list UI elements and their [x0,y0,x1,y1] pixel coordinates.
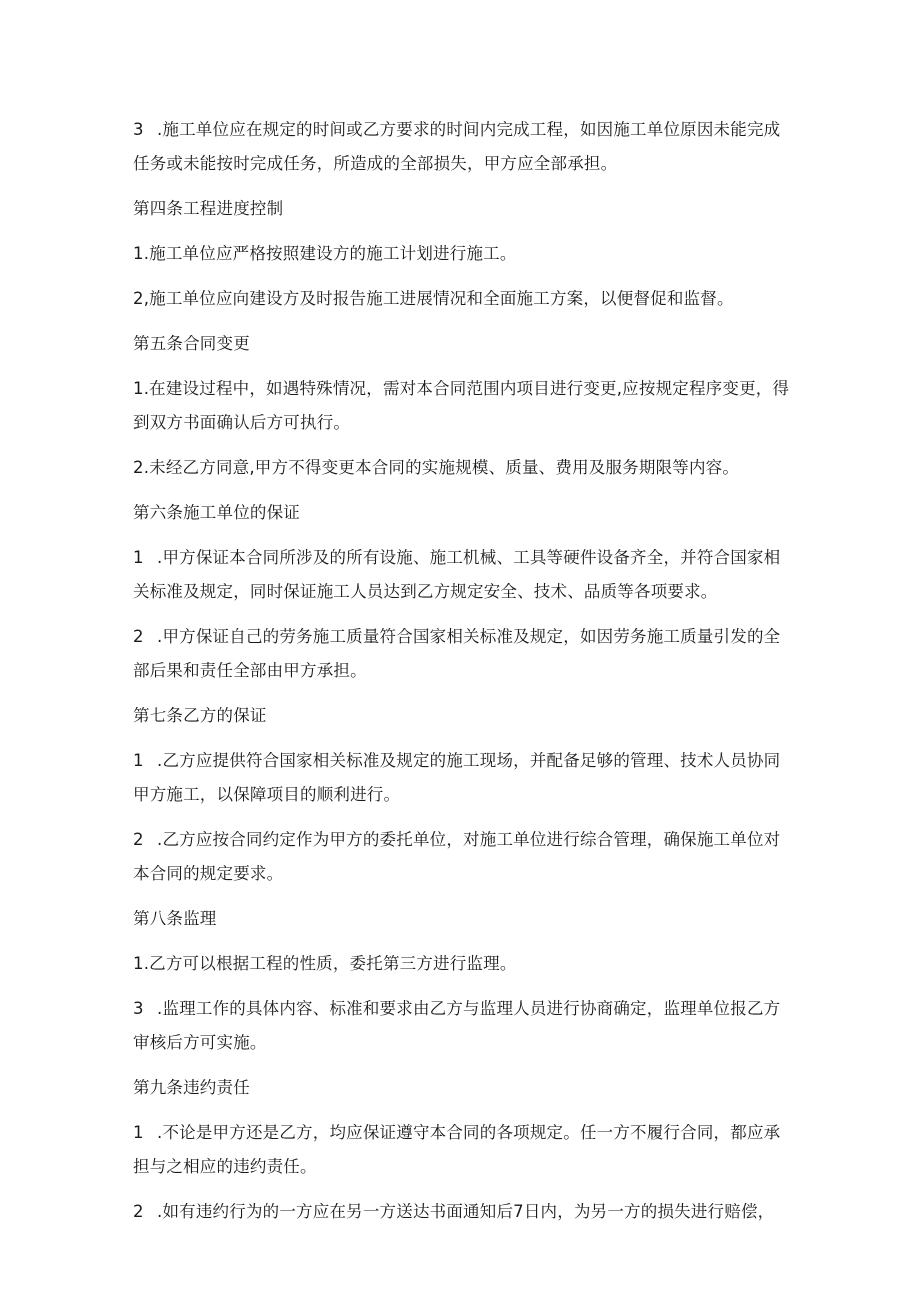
section-heading-9: 第九条违约责任 [133,1078,250,1097]
clause-7-2 [133,823,792,891]
clause-5-2: 2.未经乙方同意,甲方不得变更本合同的实施规模、质量、费用及服务期限等内容。 [133,458,740,477]
item-number: 2 [133,830,144,849]
clause-4-1: 1.施工单位应严格按照建设方的施工计划进行施工。 [133,244,517,263]
item-number: 3 [133,120,144,139]
paragraph-text: .乙方应提供符合国家相关标准及规定的施工现场，并配备足够的管理、技术人员协同甲方施工，以保障项目的顺利进行。 [133,751,781,804]
clause-9-2 [133,1195,792,1229]
clause-6-1 [133,541,792,609]
section-heading-5: 第五条合同变更 [133,334,250,353]
paragraph-text: .施工单位应在规定的时间或乙方要求的时间内完成工程，如因施工单位原因未能完成任务或未能按时完成任务，所造成的全部损失，甲方应全部承担。 [133,120,781,173]
section-heading-7: 第七条乙方的保证 [133,706,267,725]
item-number: 1 [133,751,144,770]
item-number: 2 [133,1202,144,1221]
item-number: 2 [133,627,144,646]
paragraph-text: .甲方保证自己的劳务施工质量符合国家相关标准及规定，如因劳务施工质量引发的全部后果和责任全部由甲方承担。 [133,627,781,680]
paragraph-text: .监理工作的具体内容、标准和要求由乙方与监理人员进行协商确定，监理单位报乙方审核后方可实施。 [133,999,781,1052]
clause-9-1 [133,1116,792,1184]
item-number: 3 [133,999,144,1018]
paragraph-text: .不论是甲方还是乙方，均应保证遵守本合同的各项规定。任一方不履行合同，都应承担与之相应的违约责任。 [133,1123,781,1176]
section-heading-8: 第八条监理 [133,909,217,928]
clause-8-1: 1.乙方可以根据工程的性质，委托第三方进行监理。 [133,954,517,973]
item-number: 1 [133,548,144,567]
clause-8-3 [133,992,792,1060]
item-number: 1 [133,1123,144,1142]
clause-7-1 [133,744,792,812]
clause-4-2: 2,施工单位应向建设方及时报告施工进展情况和全面施工方案，以便督促和监督。 [133,289,734,308]
clause-5-1: 1.在建设过程中，如遇特殊情况，需对本合同范围内项目进行变更,应按规定程序变更，得到双方书面确认后方可执行。 [133,379,790,432]
clause-6-2 [133,620,792,688]
clause-3-3 [133,113,792,181]
paragraph-text: .如有违约行为的一方应在另一方送达书面通知后7日内，为另一方的损失进行赔偿， [157,1202,775,1221]
paragraph-text: .甲方保证本合同所涉及的所有设施、施工机械、工具等硬件设备齐全，并符合国家相关标准及规定，同时保证施工人员达到乙方规定安全、技术、品质等各项要求。 [133,548,781,601]
section-heading-6: 第六条施工单位的保证 [133,503,300,522]
section-heading-4: 第四条工程进度控制 [133,199,284,218]
paragraph-text: .乙方应按合同约定作为甲方的委托单位，对施工单位进行综合管理，确保施工单位对本合同的规定要求。 [133,830,781,883]
